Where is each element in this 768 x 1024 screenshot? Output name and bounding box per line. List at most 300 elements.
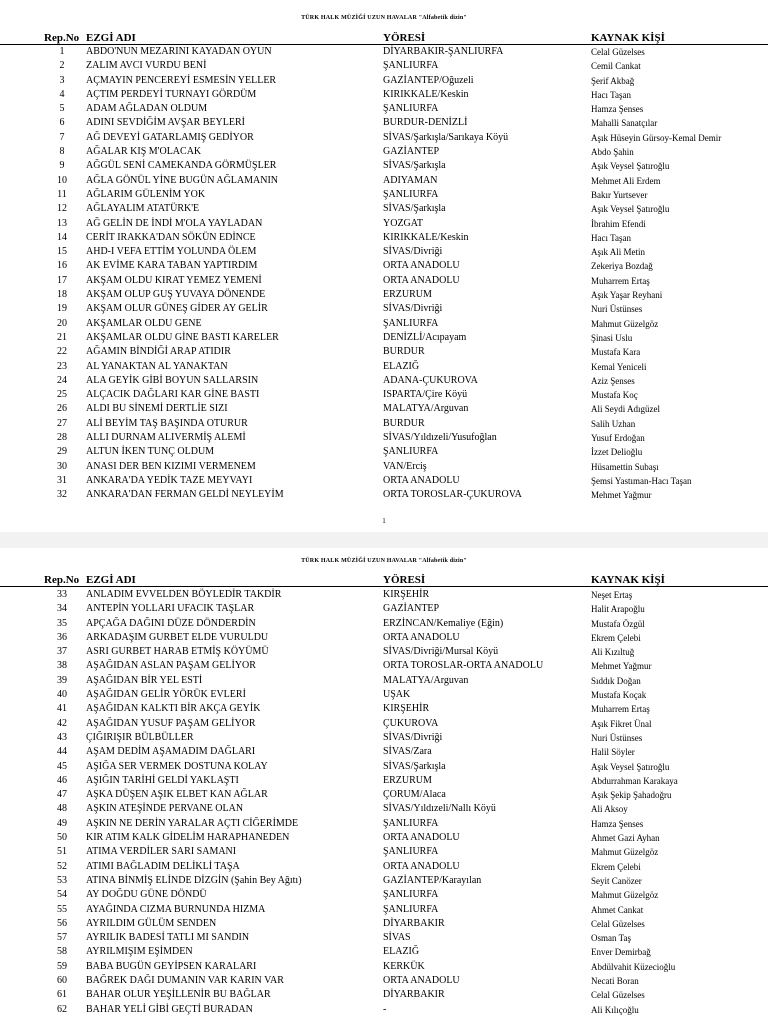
kaynak-kisi: Hamza Şenses bbox=[591, 818, 644, 829]
rep-no: 32 bbox=[57, 489, 67, 501]
table-row bbox=[0, 288, 768, 302]
table-row bbox=[0, 845, 768, 859]
table-row bbox=[0, 602, 768, 616]
rep-no: 55 bbox=[57, 903, 67, 915]
yoresi: SİVAS/Divriği bbox=[383, 731, 443, 743]
kaynak-kisi: İzzet Delioğlu bbox=[591, 447, 643, 458]
rep-no: 43 bbox=[57, 731, 67, 743]
page-gap bbox=[0, 532, 768, 548]
yoresi: GAZİANTEP/Oğuzeli bbox=[383, 74, 474, 86]
kaynak-kisi: Kemal Yeniceli bbox=[591, 361, 647, 372]
rep-no: 46 bbox=[57, 774, 67, 786]
yoresi: ORTA ANADOLU bbox=[383, 631, 460, 643]
kaynak-kisi: Hacı Taşan bbox=[591, 89, 631, 100]
table-row bbox=[0, 274, 768, 288]
table-row bbox=[0, 417, 768, 431]
table-row bbox=[0, 888, 768, 902]
rep-no: 50 bbox=[57, 832, 67, 844]
rep-no: 56 bbox=[57, 917, 67, 929]
ezgi-adi: AK EVİME KARA TABAN YAPTIRDIM bbox=[86, 260, 258, 272]
ezgi-adi: AĞALAR KIŞ M'OLACAK bbox=[86, 146, 202, 158]
rep-no: 15 bbox=[57, 246, 67, 258]
yoresi: ŞANLIURFA bbox=[383, 446, 439, 458]
ezgi-adi: BAHAR YELİ GİBİ GEÇTİ BURADAN bbox=[86, 1003, 253, 1015]
yoresi: ORTA ANADOLU bbox=[383, 274, 460, 286]
kaynak-kisi: Ahmet Gazi Ayhan bbox=[591, 833, 660, 844]
table-row bbox=[0, 116, 768, 130]
ezgi-adi: ADINI SEVDİĞİM AVŞAR BEYLERİ bbox=[86, 117, 245, 129]
ezgi-adi: AŞKIN NE DERİN YARALAR AÇTI CİĞERİMDE bbox=[86, 817, 299, 829]
kaynak-kisi: Aşık Veysel Şatıroğlu bbox=[591, 161, 670, 172]
table-row bbox=[0, 374, 768, 388]
yoresi: GAZİANTEP bbox=[383, 146, 440, 158]
yoresi: DİYARBAKIR bbox=[383, 989, 445, 1001]
table-row bbox=[0, 631, 768, 645]
table-row bbox=[0, 817, 768, 831]
ezgi-adi: ALTUN İKEN TUNÇ OLDUM bbox=[86, 446, 215, 458]
ezgi-adi: AYRILIK BADESİ TATLI MI SANDIN bbox=[86, 932, 250, 944]
ezgi-adi: AĞLA GÖNÜL YİNE BUGÜN AĞLAMANIN bbox=[86, 174, 279, 186]
kaynak-kisi: Mahalli Sanatçılar bbox=[591, 118, 658, 129]
kaynak-kisi: Halit Arapoğlu bbox=[591, 604, 645, 615]
table-row bbox=[0, 717, 768, 731]
ezgi-adi: ASRI GURBET HARAB ETMİŞ KÖYÜMÜ bbox=[86, 646, 269, 658]
rep-no: 24 bbox=[57, 374, 67, 386]
rep-no: 48 bbox=[57, 803, 67, 815]
yoresi: SİVAS/Şarkışla/Sarıkaya Köyü bbox=[383, 131, 509, 143]
ezgi-adi: AHD-I VEFA ETTİM YOLUNDA ÖLEM bbox=[86, 246, 257, 258]
kaynak-kisi: Mehmet Ali Erdem bbox=[591, 175, 661, 186]
yoresi: ERZURUM bbox=[383, 774, 432, 786]
kaynak-kisi: Aşık Şekip Şahadoğru bbox=[591, 790, 672, 801]
yoresi: ÇORUM/Alaca bbox=[383, 789, 446, 801]
table-row bbox=[0, 202, 768, 216]
kaynak-kisi: Ali Aksoy bbox=[591, 804, 628, 815]
table-row bbox=[0, 731, 768, 745]
rep-no: 29 bbox=[57, 446, 67, 458]
table-row bbox=[0, 402, 768, 416]
rep-no: 11 bbox=[57, 188, 67, 200]
column-header-ezgi: EZGİ ADI bbox=[86, 574, 136, 586]
ezgi-adi: AYAĞINDA CIZMA BURNUNDA HIZMA bbox=[86, 903, 266, 915]
yoresi: ORTA ANADOLU bbox=[383, 260, 460, 272]
yoresi: KIRIKKALE/Keskin bbox=[383, 88, 469, 100]
rep-no: 38 bbox=[57, 660, 67, 672]
kaynak-kisi: Mahmut Güzelgöz bbox=[591, 890, 659, 901]
rep-no: 59 bbox=[57, 960, 67, 972]
kaynak-kisi: Abdo Şahin bbox=[591, 147, 634, 158]
yoresi: UŞAK bbox=[383, 689, 411, 701]
table-row bbox=[0, 702, 768, 716]
ezgi-adi: AŞAĞIDAN YUSUF PAŞAM GELİYOR bbox=[86, 717, 256, 729]
ezgi-adi: ATIMA VERDİLER SARI SAMANI bbox=[86, 846, 237, 858]
rep-no: 37 bbox=[57, 646, 67, 658]
rep-no: 57 bbox=[57, 932, 67, 944]
yoresi: ADANA-ÇUKUROVA bbox=[383, 374, 478, 386]
ezgi-adi: AKŞAM OLDU KIRAT YEMEZ YEMENİ bbox=[86, 274, 262, 286]
ezgi-adi: AKŞAMLAR OLDU GİNE BASTI KARELER bbox=[86, 331, 279, 343]
ezgi-adi: AYRILDIM GÜLÜM SENDEN bbox=[86, 917, 217, 929]
yoresi: ELAZIĞ bbox=[383, 360, 420, 372]
table-row bbox=[0, 88, 768, 102]
ezgi-adi: ATINA BİNMİŞ ELİNDE DİZGİN (Şahin Bey Ağıtı) bbox=[86, 874, 302, 886]
rep-no: 28 bbox=[57, 432, 67, 444]
kaynak-kisi: Ali Kılıçoğlu bbox=[591, 1004, 639, 1015]
kaynak-kisi: Cemil Cankat bbox=[591, 61, 641, 72]
yoresi: KIRIKKALE/Keskin bbox=[383, 231, 469, 243]
rep-no: 58 bbox=[57, 946, 67, 958]
kaynak-kisi: Muharrem Ertaş bbox=[591, 704, 650, 715]
kaynak-kisi: Aşık Veysel Şatıroğlu bbox=[591, 761, 670, 772]
kaynak-kisi: Mustafa Koç bbox=[591, 390, 638, 401]
table-row bbox=[0, 617, 768, 631]
kaynak-kisi: Celal Güzelses bbox=[591, 918, 645, 929]
ezgi-adi: AĞLARIM GÜLENİM YOK bbox=[86, 188, 206, 200]
ezgi-adi: ZALIM AVCI VURDU BENİ bbox=[86, 60, 207, 72]
rep-no: 54 bbox=[57, 889, 67, 901]
yoresi: DİYARBAKIR bbox=[383, 917, 445, 929]
rep-no: 9 bbox=[59, 160, 65, 172]
ezgi-adi: ABDO'NUN MEZARINI KAYADAN OYUN bbox=[86, 46, 272, 57]
ezgi-adi: AŞKIN ATEŞİNDE PERVANE OLAN bbox=[86, 803, 244, 815]
ezgi-adi: ATIMI BAĞLADIM DELİKLİ TAŞA bbox=[86, 860, 240, 872]
rep-no: 7 bbox=[59, 131, 65, 143]
column-header-ezgi: EZGİ ADI bbox=[86, 32, 136, 44]
table-row bbox=[0, 145, 768, 159]
ezgi-adi: AŞIĞIN TARİHİ GELDİ YAKLAŞTI bbox=[86, 774, 239, 786]
kaynak-kisi: Necati Boran bbox=[591, 976, 639, 987]
table-row bbox=[0, 917, 768, 931]
table-row bbox=[0, 1003, 768, 1017]
kaynak-kisi: Şerif Akbağ bbox=[591, 75, 635, 86]
ezgi-adi: AŞIĞA SER VERMEK DOSTUNA KOLAY bbox=[86, 760, 268, 772]
yoresi: SİVAS/Divriği/Mursal Köyü bbox=[383, 646, 499, 658]
kaynak-kisi: Osman Taş bbox=[591, 933, 631, 944]
yoresi: SİVAS/Şarkışla bbox=[383, 760, 446, 772]
ezgi-adi: AÇMAYIN PENCEREYİ ESMESİN YELLER bbox=[86, 74, 277, 86]
ezgi-adi: AKŞAM OLUR GÜNEŞ GİDER AY GELİR bbox=[86, 303, 268, 315]
rep-no: 47 bbox=[57, 789, 67, 801]
table-row bbox=[0, 488, 768, 502]
rep-no: 22 bbox=[57, 346, 67, 358]
rep-no: 39 bbox=[57, 674, 67, 686]
ezgi-adi: ALA GEYİK GİBİ BOYUN SALLARSIN bbox=[86, 374, 259, 386]
rep-no: 14 bbox=[57, 231, 67, 243]
rep-no: 3 bbox=[59, 74, 65, 86]
ezgi-adi: ANTEPİN YOLLARI UFACIK TAŞLAR bbox=[86, 603, 255, 615]
yoresi: KIRŞEHİR bbox=[383, 703, 430, 715]
yoresi: ŞANLIURFA bbox=[383, 188, 439, 200]
table-row bbox=[0, 745, 768, 759]
kaynak-kisi: Ali Seydi Adıgüzel bbox=[591, 404, 660, 415]
kaynak-kisi: Enver Demirbağ bbox=[591, 947, 651, 958]
ezgi-adi: AŞKA DÜŞEN AŞIK ELBET KAN AĞLAR bbox=[86, 789, 268, 801]
rep-no: 31 bbox=[57, 474, 67, 486]
yoresi: DİYARBAKIR-ŞANLIURFA bbox=[383, 46, 504, 57]
kaynak-kisi: Neşet Ertaş bbox=[591, 590, 633, 600]
rep-no: 33 bbox=[57, 589, 67, 600]
kaynak-kisi: Aşık Hüseyin Gürsoy-Kemal Demir bbox=[591, 132, 722, 143]
yoresi: BURDUR bbox=[383, 346, 425, 358]
table-row bbox=[0, 960, 768, 974]
table-row bbox=[0, 931, 768, 945]
rep-no: 20 bbox=[57, 317, 67, 329]
rep-no: 51 bbox=[57, 846, 67, 858]
ezgi-adi: AY DOĞDU GÜNE DÖNDÜ bbox=[86, 889, 207, 901]
kaynak-kisi: Celal Güzelses bbox=[591, 47, 645, 57]
rep-no: 40 bbox=[57, 689, 67, 701]
kaynak-kisi: Ekrem Çelebi bbox=[591, 861, 641, 872]
ezgi-adi: AĞ DEVEYİ GATARLAMIŞ GEDİYOR bbox=[86, 131, 254, 143]
table-row bbox=[0, 645, 768, 659]
rep-no: 26 bbox=[57, 403, 67, 415]
yoresi: ORTA ANADOLU bbox=[383, 474, 460, 486]
rep-no: 27 bbox=[57, 417, 67, 429]
ezgi-adi: BABA BUGÜN GEYİPSEN KARALARI bbox=[86, 960, 257, 972]
ezgi-adi: APÇAĞA DAĞINI DÜZE DÖNDERDİN bbox=[86, 617, 256, 629]
yoresi: ISPARTA/Çire Köyü bbox=[383, 389, 468, 401]
kaynak-kisi: Salih Uzhan bbox=[591, 418, 636, 429]
yoresi: ORTA ANADOLU bbox=[383, 860, 460, 872]
table-row bbox=[0, 159, 768, 173]
table-row bbox=[0, 245, 768, 259]
rep-no: 41 bbox=[57, 703, 67, 715]
column-header-kaynak: KAYNAK KİŞİ bbox=[591, 32, 665, 44]
rep-no: 60 bbox=[57, 975, 67, 987]
kaynak-kisi: Mustafa Özgül bbox=[591, 618, 645, 629]
rep-no: 61 bbox=[57, 989, 67, 1001]
rep-no: 21 bbox=[57, 331, 67, 343]
document-page-2 bbox=[0, 548, 768, 1024]
column-header-no: Rep.No bbox=[44, 32, 80, 44]
table-row bbox=[0, 302, 768, 316]
rep-no: 23 bbox=[57, 360, 67, 372]
kaynak-kisi: Ahmet Cankat bbox=[591, 904, 644, 915]
rep-no: 45 bbox=[57, 760, 67, 772]
yoresi: ŞANLIURFA bbox=[383, 60, 439, 72]
yoresi: ERZİNCAN/Kemaliye (Eğin) bbox=[383, 617, 504, 629]
kaynak-kisi: Aşık Yaşar Reyhani bbox=[591, 290, 663, 301]
yoresi: MALATYA/Arguvan bbox=[383, 674, 469, 686]
table-row bbox=[0, 688, 768, 702]
ezgi-adi: ANASI DER BEN KIZIMI VERMENEM bbox=[86, 460, 256, 472]
ezgi-adi: ALÇACIK DAĞLARI KAR GİNE BASTI bbox=[86, 389, 260, 401]
kaynak-kisi: Hamza Şenses bbox=[591, 104, 644, 115]
rep-no: 2 bbox=[59, 60, 65, 72]
table-row bbox=[0, 945, 768, 959]
rep-no: 19 bbox=[57, 303, 67, 315]
rep-no: 6 bbox=[59, 117, 65, 129]
kaynak-kisi: Yusuf Erdoğan bbox=[591, 433, 645, 444]
rep-no: 34 bbox=[57, 603, 67, 615]
table-row bbox=[0, 59, 768, 73]
yoresi: ŞANLIURFA bbox=[383, 317, 439, 329]
kaynak-kisi: Mahmut Güzelgöz bbox=[591, 847, 659, 858]
yoresi: ORTA TOROSLAR-ORTA ANADOLU bbox=[383, 660, 544, 672]
table-row bbox=[0, 860, 768, 874]
yoresi: ERZURUM bbox=[383, 289, 432, 301]
kaynak-kisi: Zekeriya Bozdağ bbox=[591, 261, 653, 272]
rep-no: 17 bbox=[57, 274, 67, 286]
table-body bbox=[0, 45, 768, 503]
table-body bbox=[0, 588, 768, 1017]
rep-no: 42 bbox=[57, 717, 67, 729]
yoresi: VAN/Erciş bbox=[383, 460, 427, 472]
ezgi-adi: BAĞREK DAĞI DUMANIN VAR KARIN VAR bbox=[86, 975, 284, 987]
table-row bbox=[0, 345, 768, 359]
column-header-no: Rep.No bbox=[44, 574, 80, 586]
ezgi-adi: ANKARA'DA YEDİK TAZE MEYVAYI bbox=[86, 474, 253, 486]
yoresi: GAZİANTEP/Karayılan bbox=[383, 874, 482, 886]
table-row bbox=[0, 360, 768, 374]
table-row bbox=[0, 988, 768, 1002]
table-row bbox=[0, 760, 768, 774]
kaynak-kisi: Aşık Veysel Şatıroğlu bbox=[591, 204, 670, 215]
yoresi: SİVAS/Zara bbox=[383, 746, 432, 758]
kaynak-kisi: Aşık Fikret Ünal bbox=[591, 718, 652, 729]
table-row bbox=[0, 831, 768, 845]
yoresi: BURDUR bbox=[383, 417, 425, 429]
table-row bbox=[0, 774, 768, 788]
rep-no: 4 bbox=[59, 88, 65, 100]
yoresi: SİVAS/Divriği bbox=[383, 303, 443, 315]
kaynak-kisi: Aşık Ali Metin bbox=[591, 247, 646, 258]
ezgi-adi: KIR ATIM KALK GİDELİM HARAPHANEDEN bbox=[86, 832, 290, 844]
document-title: TÜRK HALK MÜZİĞİ UZUN HAVALAR "Alfabetik dizin" bbox=[301, 558, 467, 564]
ezgi-adi: AL YANAKTAN AL YANAKTAN bbox=[86, 360, 228, 372]
yoresi: SİVAS/Yıldızeli/Nallı Köyü bbox=[383, 803, 496, 815]
rep-no: 10 bbox=[57, 174, 67, 186]
yoresi: ŞANLIURFA bbox=[383, 889, 439, 901]
ezgi-adi: BAHAR OLUR YEŞİLLENİR BU BAĞLAR bbox=[86, 989, 271, 1001]
rep-no: 62 bbox=[57, 1003, 67, 1015]
rep-no: 13 bbox=[57, 217, 67, 229]
rep-no: 35 bbox=[57, 617, 67, 629]
kaynak-kisi: Muharrem Ertaş bbox=[591, 275, 650, 286]
ezgi-adi: ADAM AĞLADAN OLDUM bbox=[86, 103, 208, 115]
table-row bbox=[0, 388, 768, 402]
ezgi-adi: AĞAMIN BİNDİĞİ ARAP ATIDIR bbox=[86, 346, 231, 358]
yoresi: MALATYA/Arguvan bbox=[383, 403, 469, 415]
ezgi-adi: ÇIĞIRIŞIR BÜLBÜLLER bbox=[86, 731, 194, 743]
table-row bbox=[0, 588, 768, 602]
ezgi-adi: AKŞAM OLUP GUŞ YUVAYA DÖNENDE bbox=[86, 289, 266, 301]
ezgi-adi: AĞ GELİN DE İNDİ M'OLA YAYLADAN bbox=[86, 217, 263, 229]
table-row bbox=[0, 188, 768, 202]
kaynak-kisi: Hüsamettin Subaşı bbox=[591, 461, 659, 472]
ezgi-adi: ALLI DURNAM ALIVERMİŞ ALEMİ bbox=[86, 432, 246, 444]
kaynak-kisi: Mehmet Yağmur bbox=[591, 490, 652, 501]
yoresi: KERKÜK bbox=[383, 960, 425, 972]
kaynak-kisi: Mustafa Kara bbox=[591, 347, 641, 358]
table-row bbox=[0, 259, 768, 273]
column-header-yore: YÖRESİ bbox=[383, 32, 426, 44]
kaynak-kisi: Ekrem Çelebi bbox=[591, 632, 641, 643]
kaynak-kisi: Abdülvahit Küzecioğlu bbox=[591, 961, 676, 972]
yoresi: ELAZIĞ bbox=[383, 946, 420, 958]
kaynak-kisi: Şinasi Uslu bbox=[591, 332, 633, 343]
ezgi-adi: AŞAM DEDİM AŞAMADIM DAĞLARI bbox=[86, 746, 256, 758]
kaynak-kisi: Sıddık Doğan bbox=[591, 675, 641, 686]
rep-no: 18 bbox=[57, 289, 67, 301]
ezgi-adi: ALDI BU SİNEMİ DERTLİE SIZI bbox=[86, 403, 228, 415]
kaynak-kisi: Nuri Üstünses bbox=[591, 732, 643, 743]
ezgi-adi: AĞGÜL SENİ CAMEKANDA GÖRMÜŞLER bbox=[86, 160, 277, 172]
document-title: TÜRK HALK MÜZİĞİ UZUN HAVALAR "Alfabetik dizin" bbox=[301, 15, 467, 21]
rep-no: 25 bbox=[57, 389, 67, 401]
table-row bbox=[0, 102, 768, 116]
rep-no: 5 bbox=[59, 103, 65, 115]
kaynak-kisi: Seyit Canözer bbox=[591, 875, 642, 886]
kaynak-kisi: Celal Güzelses bbox=[591, 990, 645, 1001]
yoresi: YOZGAT bbox=[383, 217, 423, 229]
rep-no: 1 bbox=[59, 46, 65, 57]
kaynak-kisi: Nuri Üstünses bbox=[591, 304, 643, 315]
ezgi-adi: AKŞAMLAR OLDU GENE bbox=[86, 317, 202, 329]
rep-no: 36 bbox=[57, 631, 67, 643]
column-header-kaynak: KAYNAK KİŞİ bbox=[591, 574, 665, 586]
table-row bbox=[0, 74, 768, 88]
ezgi-adi: ALİ BEYİM TAŞ BAŞINDA OTURUR bbox=[86, 417, 248, 429]
ezgi-adi: ARKADAŞIM GURBET ELDE VURULDU bbox=[86, 631, 269, 643]
yoresi: SİVAS/Yıldızeli/Yusufoğlan bbox=[383, 432, 497, 444]
table-row bbox=[0, 802, 768, 816]
table-row bbox=[0, 974, 768, 988]
yoresi: ŞANLIURFA bbox=[383, 817, 439, 829]
page-number: 1 bbox=[382, 517, 386, 525]
kaynak-kisi: Hacı Taşan bbox=[591, 232, 631, 243]
ezgi-adi: AŞAĞIDAN KALKTI BİR AKÇA GEYİK bbox=[86, 703, 261, 715]
table-row bbox=[0, 231, 768, 245]
kaynak-kisi: Halil Söyler bbox=[591, 747, 635, 758]
ezgi-adi: CERİT IRAKKA'DAN SÖKÜN EDİNCE bbox=[86, 231, 256, 243]
rep-no: 53 bbox=[57, 874, 67, 886]
rep-no: 30 bbox=[57, 460, 67, 472]
table-row bbox=[0, 788, 768, 802]
yoresi: SİVAS/Şarkışla bbox=[383, 203, 446, 215]
yoresi: ORTA ANADOLU bbox=[383, 832, 460, 844]
table-row bbox=[0, 331, 768, 345]
yoresi: SİVAS bbox=[383, 932, 411, 944]
ezgi-adi: AŞAĞIDAN BİR YEL ESTİ bbox=[86, 674, 203, 686]
table-row bbox=[0, 431, 768, 445]
yoresi: SİVAS/Şarkışla bbox=[383, 160, 446, 172]
yoresi: - bbox=[383, 1003, 387, 1015]
table-row bbox=[0, 460, 768, 474]
table-row bbox=[0, 674, 768, 688]
kaynak-kisi: Mustafa Koçak bbox=[591, 690, 647, 701]
kaynak-kisi: Mahmut Güzelgöz bbox=[591, 318, 659, 329]
yoresi: SİVAS/Divriği bbox=[383, 246, 443, 258]
table-header bbox=[0, 574, 768, 587]
ezgi-adi: ANLADIM EVVELDEN BÖYLEDİR TAKDİR bbox=[86, 589, 282, 600]
table-row bbox=[0, 874, 768, 888]
table-row bbox=[0, 903, 768, 917]
yoresi: ORTA TOROSLAR-ÇUKUROVA bbox=[383, 489, 522, 501]
table-row bbox=[0, 217, 768, 231]
kaynak-kisi: Şemsi Yastıman-Hacı Taşan bbox=[591, 475, 692, 486]
rep-no: 8 bbox=[59, 146, 65, 158]
yoresi: GAZİANTEP bbox=[383, 603, 440, 615]
kaynak-kisi: İbrahim Efendi bbox=[591, 218, 646, 229]
table-row bbox=[0, 445, 768, 459]
table-row bbox=[0, 45, 768, 59]
rep-no: 49 bbox=[57, 817, 67, 829]
rep-no: 16 bbox=[57, 260, 67, 272]
table-row bbox=[0, 174, 768, 188]
kaynak-kisi: Aziz Şenses bbox=[591, 375, 635, 386]
kaynak-kisi: Ali Kızıltuğ bbox=[591, 647, 635, 658]
